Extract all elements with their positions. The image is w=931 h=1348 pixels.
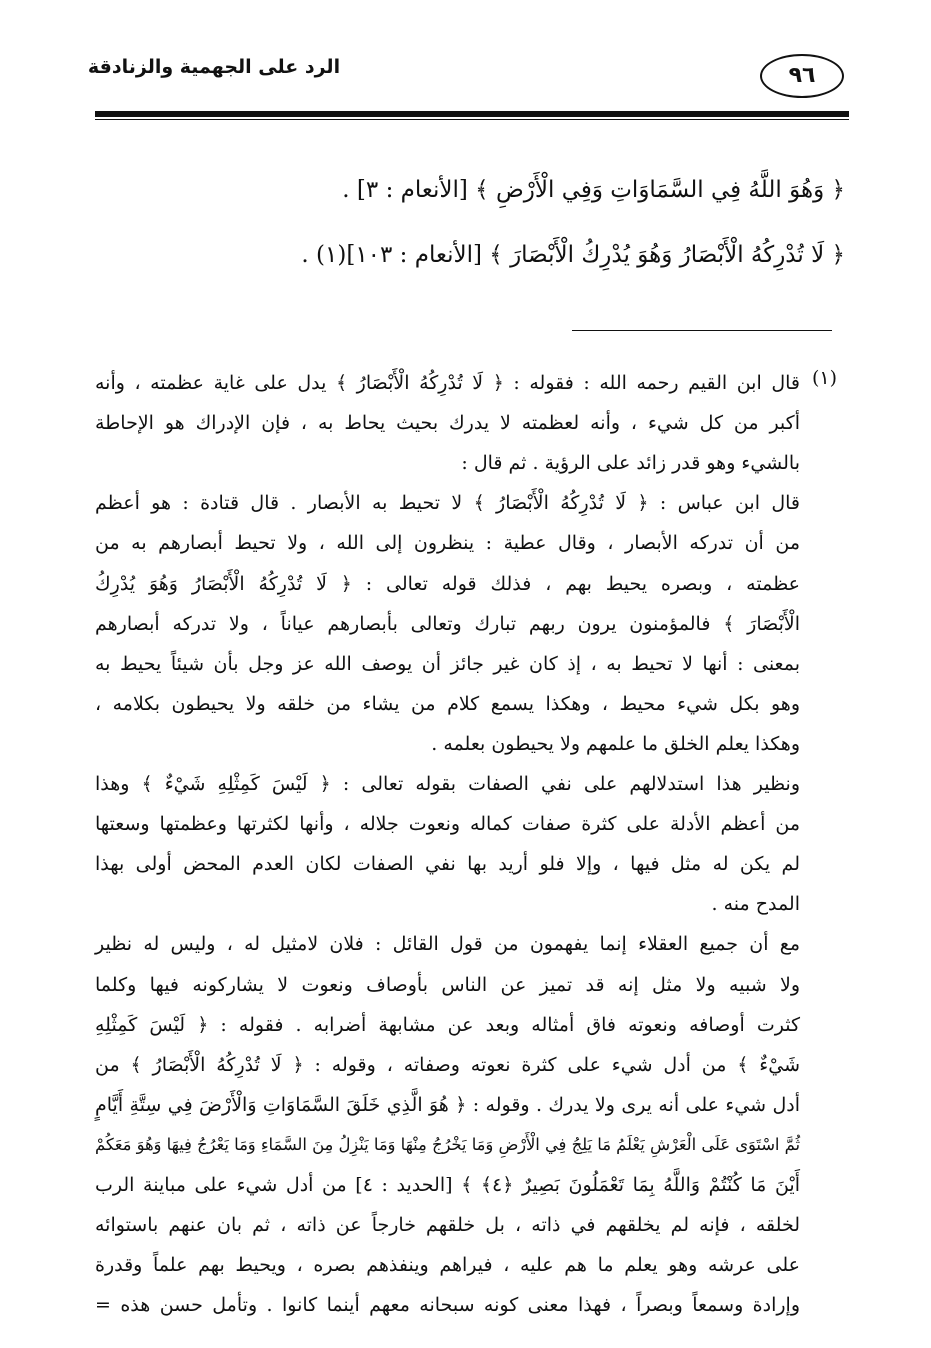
footnote-line: المدح منه . <box>711 893 800 916</box>
footnote-line: ثُمَّ اسْتَوَى عَلَى الْعَرْشِ يَعْلَمُ مَا يَلِجُ فِي الْأَرْضِ وَمَا يَخْرُجُ مِنْهَا وَمَا يَنْزِلُ مِنَ السَّمَاءِ وَمَا يَعْرُجُ فِيهَا وَهُوَ مَعَكُمْ <box>95 1134 800 1154</box>
footnote-line: شَيْءٌ ﴾ من أدل شيء على كثرة نعوته وصفاته ، وقوله : ﴿ لَا تُدْرِكُهُ الْأَبْصَارُ ﴾ من <box>95 1053 800 1076</box>
footnote-line: ولا شبيه ولا مثل إنه قد تميز عن الناس بأوصاف ونعوت لا يشاركونه فيها وكلما <box>95 973 800 996</box>
footnote-number: (١) <box>812 367 838 389</box>
footnote-line: كثرت أوصافه ونعوته فاق أمثاله وبعد عن مشابهة أضرابه . فقوله : ﴿ لَيْسَ كَمِثْلِهِ <box>95 1013 800 1036</box>
quran-verse: ﴿ لَا تُدْرِكُهُ الْأَبْصَارُ وَهُوَ يُدْرِكُ الْأَبْصَارَ ﴾ [الأنعام : ١٠٣](١) . <box>301 242 845 268</box>
header-rule <box>95 111 849 117</box>
footnote-line: وهو بكل شيء محيط ، وهكذا يسمع كلام من يشاء من خلقه ولا يحيطون بكلامه ، <box>95 692 800 715</box>
footnote-line: بالشيء وهو قدر زائد على الرؤية . ثم قال : <box>461 452 800 475</box>
footnote-line: قال ابن عباس : ﴿ لَا تُدْرِكُهُ الْأَبْصَارُ ﴾ لا تحيط به الأبصار . قال قتادة : هو أعظم <box>95 492 800 515</box>
footnote-line: من أن تدركه الأبصار ، وقال عطية : ينظرون إلى الله ، ولا تحيط أبصارهم به من <box>95 532 800 555</box>
footnote-separator <box>572 330 832 331</box>
footnote-line: من أعظم الأدلة على كثرة صفات كماله ونعوت جلاله ، وأنها لكثرتها وعظمتها وسعتها <box>95 813 800 836</box>
footnote-line: ونظير هذا استدلالهم على نفي الصفات بقوله تعالى : ﴿ لَيْسَ كَمِثْلِهِ شَيْءٌ ﴾ وهذا <box>95 773 800 795</box>
page-number: ٩٦ <box>760 54 844 98</box>
footnote-line: أكبر من كل شيء ، وأنه لعظمته لا يدرك بحيث يحاط به ، فإن الإدراك هو الإحاطة <box>95 412 800 435</box>
header-rule-thin <box>95 119 849 120</box>
footnote-line: لخلقه ، فإنه لم يخلقهم في ذاته ، بل خلقهم خارجاً عن ذاته ، ثم بان عنهم باستوائه <box>95 1214 800 1237</box>
footnote-line: أدل شيء على أنه يرى ولا يدرك . وقوله : ﴿ هُوَ الَّذِي خَلَقَ السَّمَاوَاتِ وَالْأَرْضَ فِي سِتَّةِ أَيَّامٍ <box>95 1093 800 1116</box>
footnote-line: قال ابن القيم رحمه الله : فقوله : ﴿ لَا تُدْرِكُهُ الْأَبْصَارُ ﴾ يدل على غاية عظمته ، وأنه <box>95 372 800 394</box>
footnote-line: أَيْنَ مَا كُنْتُمْ وَاللَّهُ بِمَا تَعْمَلُونَ بَصِيرٌ ﴿٤﴾ ﴾ [الحديد : ٤] من أدل شيء على مباينة الرب <box>95 1174 800 1196</box>
quran-verse: ﴿ وَهُوَ اللَّهُ فِي السَّمَاوَاتِ وَفِي الْأَرْضِ ﴾ [الأنعام : ٣] . <box>342 177 845 203</box>
footnote-line: وهكذا يعلم الخلق ما علمهم ولا يحيطون بعلمه . <box>431 732 800 755</box>
footnote-line: لم يكن له مثل فيها ، وإلا فلو أريد بها نفي الصفات لكان العدم المحض أولى بهذا <box>95 853 800 876</box>
footnote-line: على عرشه وهو يعلم ما هم عليه ، فيراهم وينفذهم بصره ، ويحيط بهم علماً وقدرة <box>95 1254 800 1277</box>
footnote-line: بمعنى : أنها لا تحيط به ، إذ كان غير جائز أن يوصف الله عز وجل بأن شيئاً يحيط به <box>95 652 800 675</box>
footnote-line: مع أن جميع العقلاء إنما يفهمون من قول القائل : فلان لامثيل له ، وليس له نظير <box>95 933 800 956</box>
footnote-line: وإرادة وسمعاً وبصراً ، فهذا معنى كونه سبحانه معهم أينما كانوا . وتأمل حسن هذه = <box>95 1294 800 1317</box>
footnote-line: عظمته ، وبصره يحيط بهم ، فذلك قوله تعالى : ﴿ لَا تُدْرِكُهُ الْأَبْصَارُ وَهُوَ يُدْرِكُ <box>95 572 800 595</box>
footnote-line: الْأَبْصَارَ ﴾ فالمؤمنون يرون ربهم تبارك وتعالى بأبصارهم عياناً ، ولا تدركه أبصارهم <box>95 612 800 635</box>
running-header-title: الرد على الجهمية والزنادقة <box>87 56 341 78</box>
